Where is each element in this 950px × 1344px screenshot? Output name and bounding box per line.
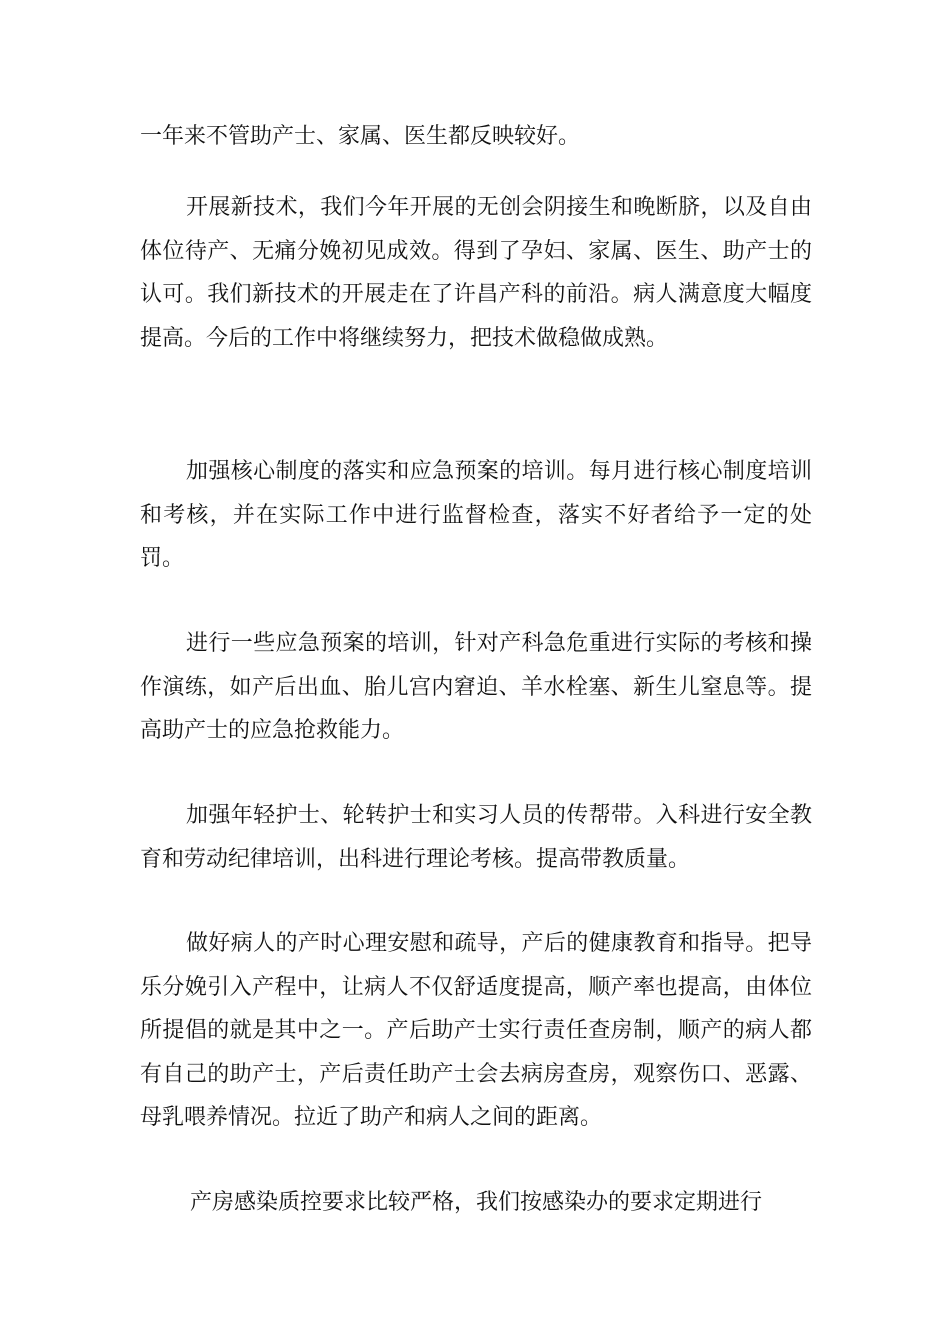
paragraph-infection-control: 产房感染质控要求比较严格，我们按感染办的要求定期进行 [190, 1190, 763, 1215]
paragraph-emergency-training: 进行一些应急预案的培训，针对产科急危重进行实际的考核和操作演练，如产后出血、胎儿宫内窘迫、羊水栓塞、新生儿窒息等。提高助产士的应急抢救能力。 [140, 631, 812, 743]
paragraph-new-technology: 开展新技术，我们今年开展的无创会阴接生和晚断脐，以及自由体位待产、无痛分娩初见成效。得到了孕妇、家属、医生、助产士的认可。我们新技术的开展走在了许昌产科的前沿。病人满意度大幅度提高。今后的工作中将继续努力，把技术做稳做成熟。 [140, 195, 812, 351]
paragraph-patient-care: 做好病人的产时心理安慰和疏导，产后的健康教育和指导。把导乐分娩引入产程中，让病人不仅舒适度提高，顺产率也提高，由体位所提倡的就是其中之一。产后助产士实行责任查房制，顺产的病人都有自己的助产士，产后责任助产士会去病房查房，观察伤口、恶露、母乳喂养情况。拉近了助产和病人之间的距离。 [140, 931, 812, 1130]
paragraph-core-system: 加强核心制度的落实和应急预案的培训。每月进行核心制度培训和考核，并在实际工作中进行监督检查，落实不好者给予一定的处罚。 [140, 459, 812, 571]
paragraph-continuation: 一年来不管助产士、家属、医生都反映较好。 [140, 124, 581, 149]
paragraph-mentoring: 加强年轻护士、轮转护士和实习人员的传帮带。入科进行安全教育和劳动纪律培训，出科进行理论考核。提高带教质量。 [140, 803, 812, 872]
